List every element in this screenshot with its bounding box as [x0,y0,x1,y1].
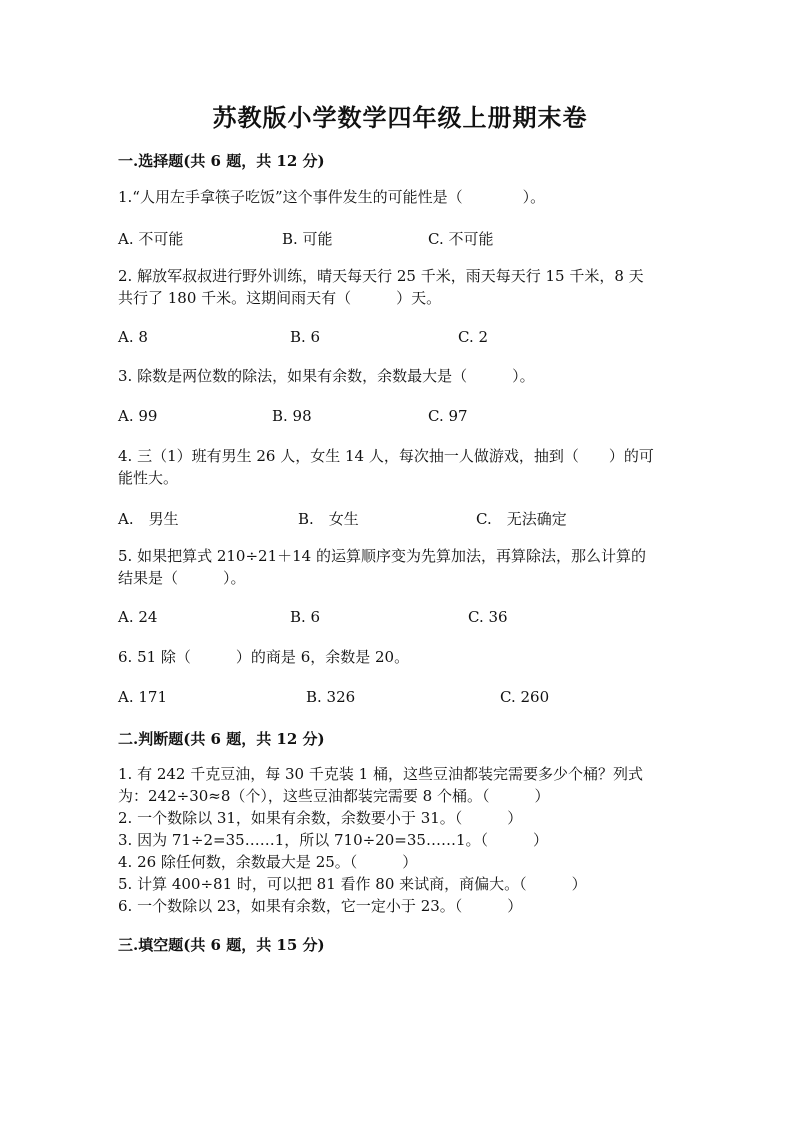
option-c: C. 260 [500,688,550,706]
option-b: B. 6 [290,608,321,626]
judgement-item: 6. 一个数除以 23，如果有余数，它一定小于 23。（ ） [118,897,523,915]
option-c: C. 无法确定 [476,510,567,528]
option-b: B. 可能 [282,230,333,248]
option-b: B. 326 [306,688,356,706]
question-stem: 1.“人用左手拿筷子吃饭”这个事件发生的可能性是（ ）。 [118,188,546,206]
option-c: C. 2 [458,328,489,346]
page-title: 苏教版小学数学四年级上册期末卷 [212,103,588,132]
option-a: A. 8 [118,328,148,346]
option-b: B. 女生 [298,510,359,528]
option-a: A. 99 [118,407,158,425]
option-a: A. 男生 [118,510,179,528]
judgement-item: 4. 26 除任何数，余数最大是 25。（ ） [118,853,418,871]
question-stem: 5. 如果把算式 210÷21＋14 的运算顺序变为先算加法，再算除法，那么计算的 [118,547,646,565]
question-stem: 6. 51 除（ ）的商是 6，余数是 20。 [118,648,410,666]
option-a: A. 171 [118,688,167,706]
section-heading-judgement: 二.判断题(共 6 题，共 12 分) [118,730,325,748]
judgement-item: 5. 计算 400÷81 时，可以把 81 看作 80 来试商，商偏大。（ ） [118,875,587,893]
judgement-item: 为：242÷30≈8（个），这些豆油都装完需要 8 个桶。（ ） [118,787,550,805]
option-a: A. 24 [118,608,158,626]
section-heading-choice: 一.选择题(共 6 题，共 12 分) [118,152,325,170]
question-stem: 2. 解放军叔叔进行野外训练，晴天每天行 25 千米，雨天每天行 15 千米，8 天 [118,267,644,285]
question-stem: 共行了 180 千米。这期间雨天有（ ）天。 [118,289,442,307]
section-heading-fill-in: 三.填空题(共 6 题，共 15 分) [118,936,325,954]
judgement-item: 3. 因为 71÷2=35……1，所以 710÷20=35……1。（ ） [118,831,548,849]
option-c: C. 不可能 [428,230,494,248]
question-stem: 能性大。 [118,469,179,487]
option-c: C. 97 [428,407,468,425]
option-c: C. 36 [468,608,508,626]
question-stem: 结果是（ ）。 [118,569,246,587]
option-a: A. 不可能 [118,230,184,248]
question-stem: 4. 三（1）班有男生 26 人，女生 14 人，每次抽一人做游戏，抽到（ ）的可 [118,447,654,465]
judgement-item: 1. 有 242 千克豆油，每 30 千克装 1 桶，这些豆油都装完需要多少个桶？列式 [118,765,643,783]
option-b: B. 98 [272,407,312,425]
question-stem: 3. 除数是两位数的除法，如果有余数，余数最大是（ ）。 [118,367,535,385]
option-b: B. 6 [290,328,321,346]
judgement-item: 2. 一个数除以 31，如果有余数，余数要小于 31。（ ） [118,809,523,827]
